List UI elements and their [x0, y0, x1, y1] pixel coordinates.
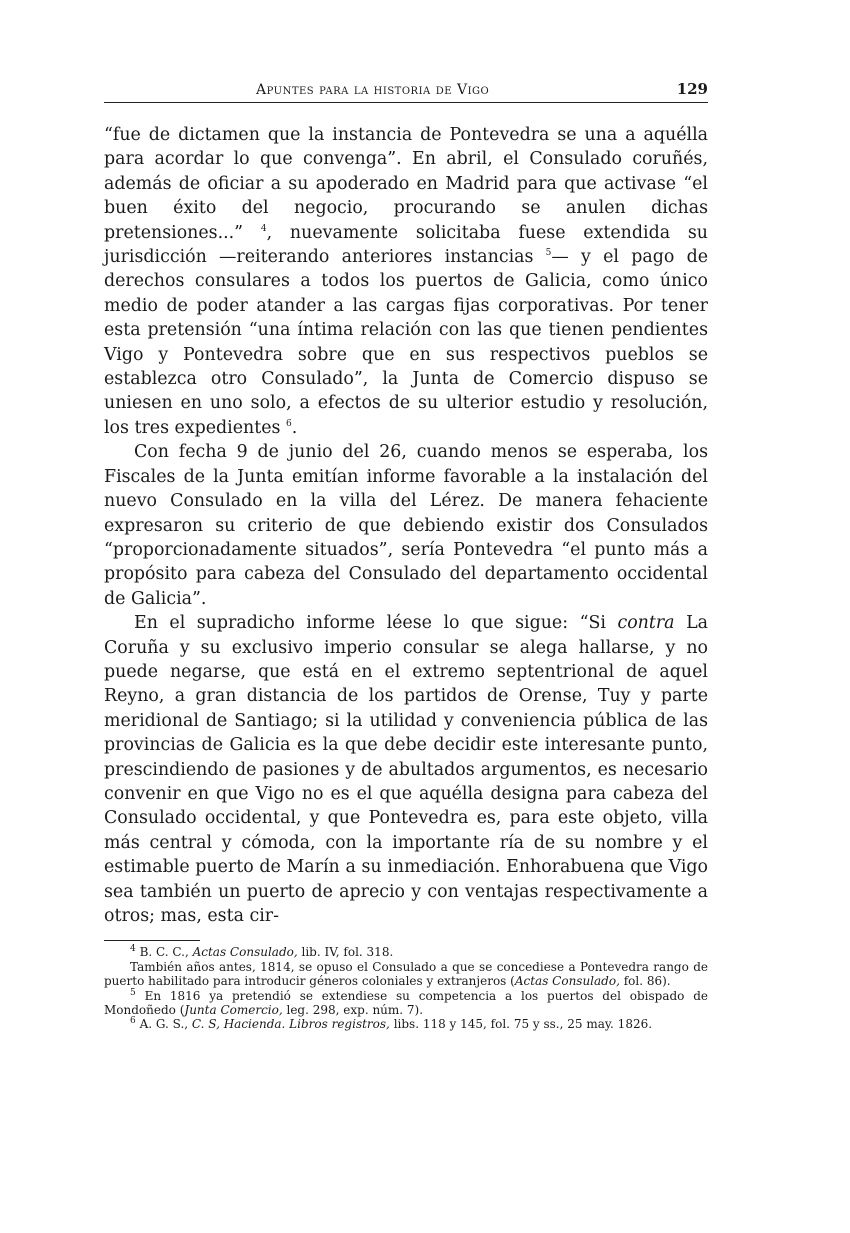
- footnote-4-italic: Actas Consulado,: [192, 945, 298, 960]
- footnote-5-number: 5: [130, 987, 136, 998]
- footnote-6-number: 6: [130, 1016, 136, 1027]
- footnote-4-number: 4: [130, 944, 136, 955]
- footnote-ref-6: 6: [285, 419, 292, 430]
- footnote-5-text-1: En 1816 ya pretendió se extendiese su competencia a los puertos del obispado de Mondoñedo (: [104, 988, 708, 1018]
- footnote-4-continuation: [104, 960, 708, 989]
- footnote-6: [104, 1017, 708, 1031]
- footnote-5: [104, 989, 708, 1018]
- paragraph-1-text-3: — y el pago de derechos consulares a todos los puertos de Galicia, como único medio de poder atander a las cargas fijas corporativas. Por tener esta pretensión “una íntima relación con las que tienen pendientes Vigo y Pontevedra sobre que en sus respectivos pueblos se establezca otro Consulado”, la Junta de Comercio dispuso se uniesen en uno solo, a efectos de su ulterior estudio y resolución, los tres expedientes: [104, 247, 708, 438]
- footnote-4-text-1: B. C. C.,: [139, 945, 193, 960]
- paragraph-3: [104, 611, 708, 928]
- paragraph-2: Con fecha 9 de junio del 26, cuando menos se esperaba, los Fiscales de la Junta emitían informe favorable a la instalación del nuevo Consulado en la villa del Lérez. De manera fehaciente expresaron su criterio de que debiendo existir dos Consulados “proporcionadamente situados”, sería Pontevedra “el punto más a propósito para cabeza del Consulado del departamento occidental de Galicia”.: [104, 442, 708, 609]
- footnote-4b-italic: Actas Consulado,: [514, 974, 620, 989]
- footnote-4b-text-2: fol. 86).: [619, 974, 671, 989]
- footnote-4-text-2: lib. IV, fol. 318.: [297, 945, 394, 960]
- running-title: Apuntes para la historia de Vigo: [256, 82, 490, 98]
- paragraph-1: [104, 123, 708, 440]
- footnote-ref-4: 4: [260, 223, 267, 234]
- paragraph-1-text-4: .: [291, 417, 298, 438]
- footnote-6-text-1: A. G. S.,: [139, 1017, 192, 1032]
- footnote-4: [104, 945, 708, 959]
- footnote-5-text-2: leg. 298, exp. núm. 7).: [282, 1003, 424, 1018]
- paragraph-3-italic: contra: [617, 613, 675, 634]
- paragraph-1-text-2: , nuevamente solicitaba fuese extendida su jurisdicción —reiterando anteriores instancias: [104, 222, 709, 268]
- body-text: [104, 123, 708, 928]
- footnote-6-text-2: libs. 118 y 145, fol. 75 y ss., 25 may. 1826.: [389, 1017, 653, 1032]
- footnote-6-italic: C. S, Hacienda. Libros registros,: [191, 1017, 390, 1032]
- page-number: 129: [676, 80, 708, 98]
- paragraph-3-text-2: La Coruña y su exclusivo imperio consular se alega hallarse, y no puede negarse, que está en el extremo septentrional de aquel Reyno, a gran distancia de los partidos de Orense, Tuy y parte meridional de Santiago; si la utilidad y conveniencia pública de las provincias de Galicia es la que debe decidir este interesante punto, prescindiendo de pasiones y de abultados argumentos, es necesario convenir en que Vigo no es el que aquélla designa para cabeza del Consulado occidental, y que Pontevedra es, para este objeto, villa más central y cómoda, con la importante ría de su nombre y el estimable puerto de Marín a su inmediación. Enhorabuena que Vigo sea también un puerto de aprecio y con ventajas respectivamente a otros; mas, esta cir-: [104, 613, 708, 926]
- running-head: [104, 72, 708, 103]
- book-page: [104, 72, 708, 1032]
- footnote-ref-5: 5: [545, 248, 552, 259]
- footnote-4b-text-1: También años antes, 1814, se opuso el Consulado a que se concediese a Pontevedra rango de puerto habilitado para introducir géneros coloniales y extranjeros (: [104, 959, 708, 989]
- paragraph-3-text-1: En el supradicho informe léese lo que sigue: “Si: [134, 613, 618, 634]
- footnote-5-italic: Junta Comercio,: [184, 1003, 283, 1018]
- paragraph-1-text-1: “fue de dictamen que la instancia de Pontevedra se una a aquélla para acordar lo que convenga”. En abril, el Consulado coruñés, además de oficiar a su apoderado en Madrid para que activase “el buen éxito del negocio, procurando se anulen dichas pretensiones...”: [104, 125, 708, 243]
- footnote-divider: [104, 940, 200, 941]
- footnotes: [104, 945, 708, 1031]
